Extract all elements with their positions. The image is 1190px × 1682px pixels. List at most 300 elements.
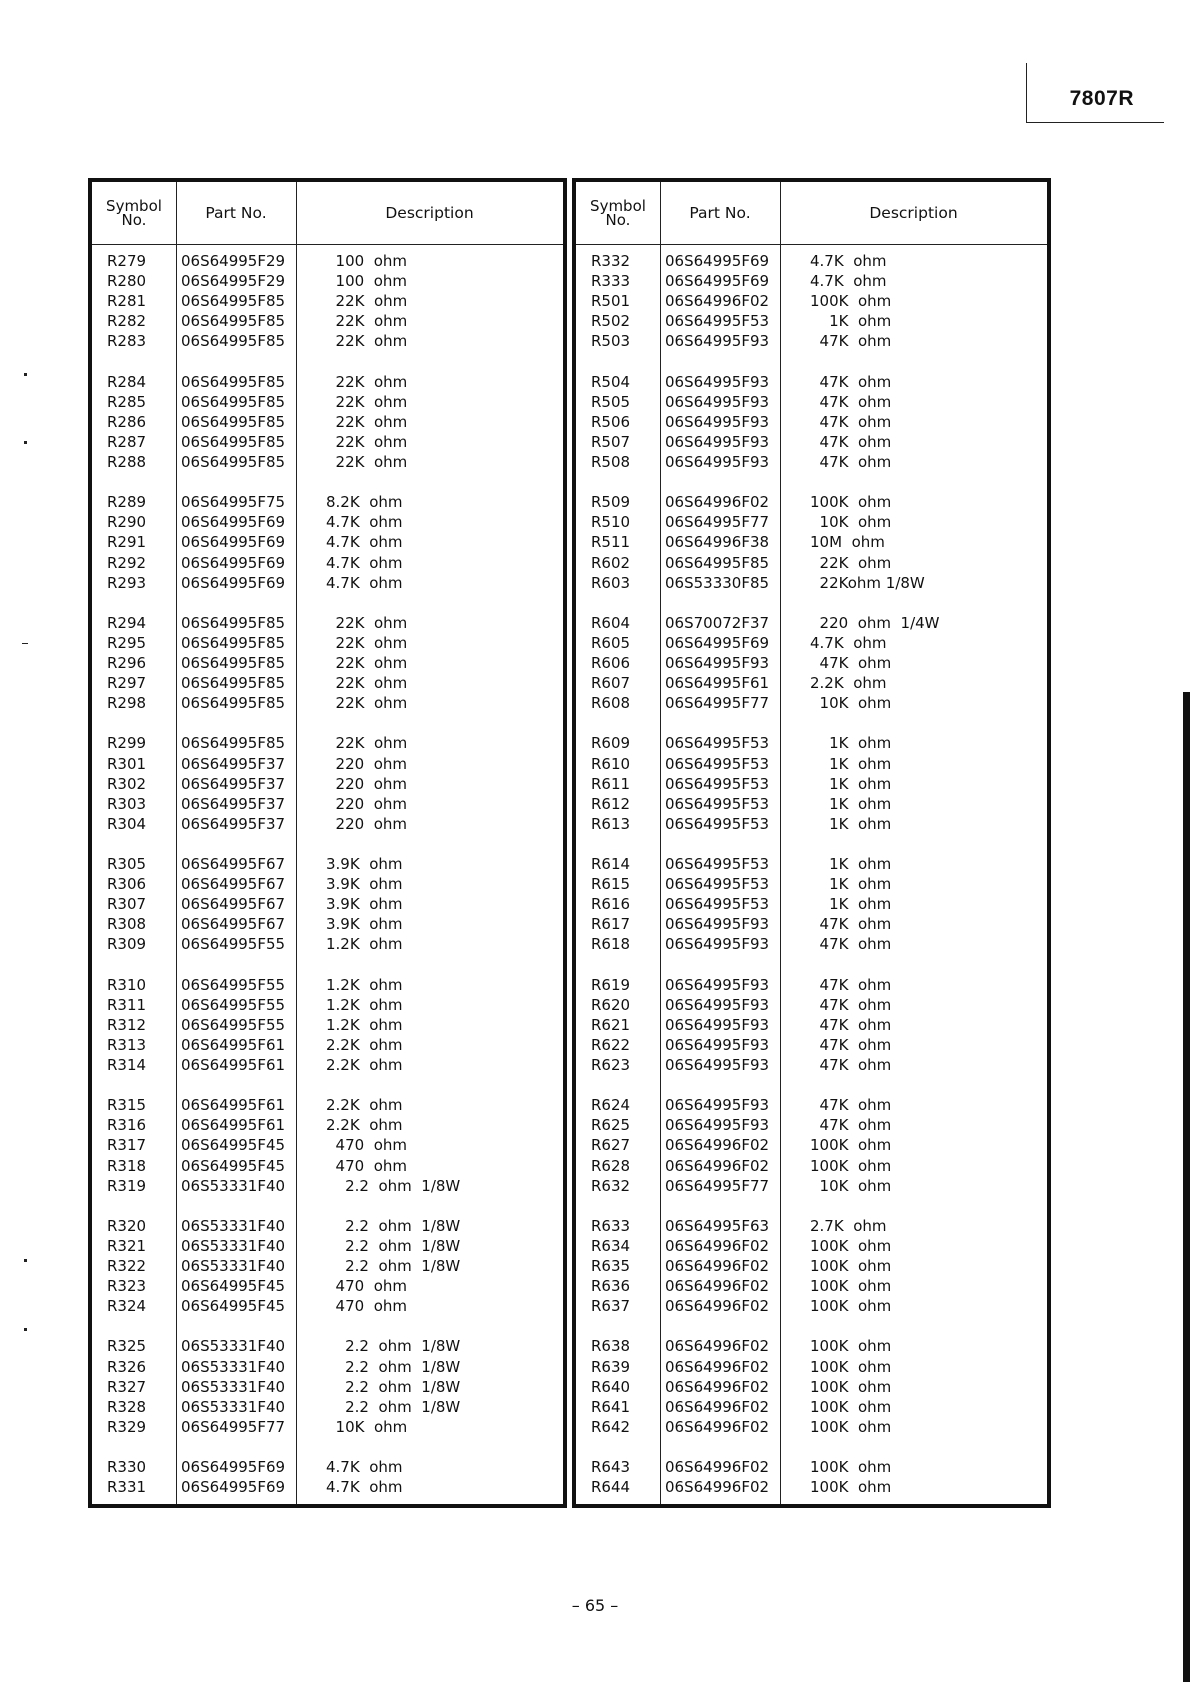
description-cell: 100K ohm bbox=[810, 1156, 892, 1175]
table-row bbox=[576, 1397, 1047, 1417]
symbol-no-cell: R633 bbox=[591, 1216, 631, 1235]
description-cell: 47K ohm bbox=[810, 654, 892, 672]
description-cell: 10K ohm bbox=[810, 513, 892, 532]
description-cell: 47K ohm bbox=[810, 372, 892, 391]
symbol-no-cell: R606 bbox=[591, 654, 631, 672]
table-row bbox=[92, 512, 563, 532]
description-cell: 2.2 ohm 1/8W bbox=[326, 1216, 461, 1235]
part-no-cell: 06S64996F02 bbox=[665, 493, 770, 512]
description-cell: 100K ohm bbox=[810, 292, 892, 311]
table-row bbox=[92, 754, 563, 774]
part-no-cell: 06S64995F85 bbox=[181, 633, 286, 652]
symbol-no-cell: R325 bbox=[107, 1337, 147, 1356]
header-divider bbox=[576, 244, 1047, 245]
symbol-no-cell: R308 bbox=[107, 915, 147, 934]
description-cell: 47K ohm bbox=[810, 392, 892, 411]
description-cell: 47K ohm bbox=[810, 453, 892, 471]
part-no-cell: 06S64995F75 bbox=[181, 493, 286, 512]
symbol-no-cell: R628 bbox=[591, 1156, 631, 1175]
part-no-cell: 06S64995F69 bbox=[181, 513, 286, 532]
part-no-cell: 06S64995F93 bbox=[665, 372, 770, 391]
description-cell: 47K ohm bbox=[810, 432, 892, 451]
symbol-no-cell: R327 bbox=[107, 1377, 147, 1396]
description-cell: 1.2K ohm bbox=[326, 1015, 403, 1034]
description-cell: 47K ohm bbox=[810, 995, 892, 1014]
symbol-no-cell: R623 bbox=[591, 1056, 631, 1074]
description-cell: 47K ohm bbox=[810, 915, 892, 934]
description-cell: 47K ohm bbox=[810, 1056, 892, 1074]
description-cell: 1K ohm bbox=[810, 774, 892, 793]
part-no-cell: 06S53331F40 bbox=[181, 1377, 286, 1396]
symbol-no-cell: R612 bbox=[591, 794, 631, 813]
symbol-no-cell: R305 bbox=[107, 855, 147, 873]
table-row bbox=[92, 995, 563, 1015]
part-no-cell: 06S64995F29 bbox=[181, 252, 286, 270]
symbol-no-cell: R638 bbox=[591, 1337, 631, 1356]
symbol-no-cell: R292 bbox=[107, 553, 147, 572]
table-row bbox=[92, 1115, 563, 1135]
symbol-no-cell: R321 bbox=[107, 1236, 147, 1255]
part-no-cell: 06S64995F93 bbox=[665, 1116, 770, 1135]
part-no-cell: 06S64995F77 bbox=[665, 694, 770, 713]
table-row bbox=[92, 452, 563, 472]
symbol-no-cell: R303 bbox=[107, 794, 147, 813]
scan-edge-bar bbox=[1183, 692, 1190, 1682]
table-row bbox=[92, 673, 563, 693]
part-no-cell: 06S64995F67 bbox=[181, 915, 286, 934]
table-row bbox=[92, 251, 563, 271]
description-cell: 100K ohm bbox=[810, 1478, 892, 1497]
description-cell: 470 ohm bbox=[326, 1277, 407, 1296]
symbol-no-cell: R320 bbox=[107, 1216, 147, 1235]
part-no-cell: 06S64995F69 bbox=[665, 272, 770, 291]
symbol-no-cell: R610 bbox=[591, 754, 631, 773]
description-cell: 47K ohm bbox=[810, 1096, 892, 1115]
symbol-no-cell: R625 bbox=[591, 1116, 631, 1135]
description-cell: 4.7K ohm bbox=[810, 252, 887, 270]
table-row bbox=[92, 311, 563, 331]
symbol-no-cell: R311 bbox=[107, 995, 147, 1014]
table-row bbox=[576, 291, 1047, 311]
part-no-cell: 06S53331F40 bbox=[181, 1357, 286, 1376]
symbol-no-cell: R643 bbox=[591, 1458, 631, 1476]
symbol-no-cell: R332 bbox=[591, 252, 631, 270]
table-row bbox=[576, 573, 1047, 593]
part-no-cell: 06S64996F02 bbox=[665, 1397, 770, 1416]
symbol-no-cell: R608 bbox=[591, 694, 631, 713]
symbol-no-cell: R291 bbox=[107, 533, 147, 552]
page-number: – 65 – bbox=[571, 1596, 619, 1615]
table-row bbox=[576, 975, 1047, 995]
table-row bbox=[92, 1477, 563, 1497]
description-cell: 4.7K ohm bbox=[326, 513, 403, 532]
description-cell: 1K ohm bbox=[810, 875, 892, 894]
part-no-cell: 06S64995F45 bbox=[181, 1277, 286, 1296]
symbol-no-cell: R280 bbox=[107, 272, 147, 291]
table-row bbox=[92, 1296, 563, 1316]
part-no-cell: 06S53331F40 bbox=[181, 1397, 286, 1416]
table-row bbox=[92, 432, 563, 452]
part-no-cell: 06S64995F69 bbox=[181, 573, 286, 592]
table-row bbox=[576, 673, 1047, 693]
part-no-cell: 06S64996F02 bbox=[665, 1458, 770, 1476]
description-cell: 100K ohm bbox=[810, 1136, 892, 1155]
symbol-no-cell: R642 bbox=[591, 1417, 631, 1436]
table-row bbox=[92, 1216, 563, 1236]
symbol-no-cell: R296 bbox=[107, 654, 147, 672]
description-cell: 22K ohm bbox=[326, 292, 408, 311]
symbol-no-cell: R504 bbox=[591, 372, 631, 391]
description-cell: 1K ohm bbox=[810, 312, 892, 331]
model-header-box bbox=[1026, 63, 1164, 123]
part-no-cell: 06S64995F93 bbox=[665, 453, 770, 471]
header-symbol-line1: Symbol bbox=[590, 197, 646, 215]
part-no-cell: 06S64995F93 bbox=[665, 915, 770, 934]
table-row bbox=[92, 854, 563, 874]
table-row bbox=[92, 331, 563, 351]
table-row bbox=[576, 1216, 1047, 1236]
part-no-cell: 06S64995F61 bbox=[665, 674, 770, 693]
part-no-cell: 06S64995F69 bbox=[181, 533, 286, 552]
symbol-no-cell: R314 bbox=[107, 1056, 147, 1074]
part-no-cell: 06S64995F93 bbox=[665, 412, 770, 431]
part-no-cell: 06S64996F02 bbox=[665, 1136, 770, 1155]
description-cell: 1K ohm bbox=[810, 734, 892, 753]
description-cell: 22K ohm bbox=[326, 734, 408, 753]
description-cell: 2.2 ohm 1/8W bbox=[326, 1257, 461, 1275]
description-cell: 1K ohm bbox=[810, 754, 892, 773]
table-row bbox=[92, 1377, 563, 1397]
table-row bbox=[576, 311, 1047, 331]
part-no-cell: 06S64995F63 bbox=[665, 1216, 770, 1235]
table-row bbox=[576, 914, 1047, 934]
description-cell: 100 ohm bbox=[326, 272, 407, 291]
symbol-no-cell: R615 bbox=[591, 875, 631, 894]
symbol-no-cell: R509 bbox=[591, 493, 631, 512]
symbol-no-cell: R299 bbox=[107, 734, 147, 753]
part-no-cell: 06S64995F69 bbox=[181, 1478, 286, 1497]
description-cell: 100 ohm bbox=[326, 252, 407, 270]
symbol-no-cell: R302 bbox=[107, 774, 147, 793]
description-cell: 2.2K ohm bbox=[326, 1096, 403, 1115]
table-row bbox=[92, 392, 563, 412]
table-row bbox=[576, 553, 1047, 573]
description-cell: 470 ohm bbox=[326, 1136, 407, 1155]
part-no-cell: 06S64995F85 bbox=[181, 332, 286, 351]
symbol-no-cell: R313 bbox=[107, 1035, 147, 1054]
table-row bbox=[576, 633, 1047, 653]
parts-table-right bbox=[572, 178, 1051, 1508]
part-no-cell: 06S64995F93 bbox=[665, 1035, 770, 1054]
part-no-cell: 06S53331F40 bbox=[181, 1236, 286, 1255]
table-row bbox=[92, 372, 563, 392]
symbol-no-cell: R306 bbox=[107, 875, 147, 894]
description-cell: 22K ohm bbox=[326, 694, 408, 713]
symbol-no-cell: R301 bbox=[107, 754, 147, 773]
part-no-cell: 06S53330F85 bbox=[665, 573, 770, 592]
description-cell: 47K ohm bbox=[810, 975, 892, 994]
symbol-no-cell: R285 bbox=[107, 392, 147, 411]
description-cell: 2.2 ohm 1/8W bbox=[326, 1236, 461, 1255]
symbol-no-cell: R502 bbox=[591, 312, 631, 331]
symbol-no-cell: R290 bbox=[107, 513, 147, 532]
table-row bbox=[92, 1457, 563, 1477]
table-row bbox=[576, 1015, 1047, 1035]
part-no-cell: 06S64995F85 bbox=[181, 654, 286, 672]
symbol-no-cell: R319 bbox=[107, 1176, 147, 1195]
description-cell: 47K ohm bbox=[810, 1035, 892, 1054]
description-cell: 22K ohm bbox=[326, 312, 408, 331]
part-no-cell: 06S64995F61 bbox=[181, 1116, 286, 1135]
description-cell: 10M ohm bbox=[810, 533, 885, 552]
part-no-cell: 06S64996F02 bbox=[665, 1236, 770, 1255]
description-cell: 22K ohm bbox=[810, 553, 892, 572]
table-row bbox=[92, 633, 563, 653]
part-no-cell: 06S64995F45 bbox=[181, 1297, 286, 1316]
table-row bbox=[92, 1336, 563, 1356]
part-no-cell: 06S64995F37 bbox=[181, 814, 286, 833]
symbol-no-cell: R501 bbox=[591, 292, 631, 311]
symbol-no-cell: R634 bbox=[591, 1236, 631, 1255]
table-row bbox=[92, 1176, 563, 1196]
scan-speck bbox=[24, 441, 27, 444]
table-row bbox=[576, 1457, 1047, 1477]
table-row bbox=[576, 392, 1047, 412]
symbol-no-cell: R322 bbox=[107, 1257, 147, 1275]
header-description: Description bbox=[385, 204, 474, 222]
description-cell: 22K ohm bbox=[326, 613, 408, 632]
symbol-no-cell: R607 bbox=[591, 674, 631, 693]
symbol-no-cell: R297 bbox=[107, 674, 147, 693]
description-cell: 22K ohm bbox=[326, 372, 408, 391]
table-row bbox=[92, 1236, 563, 1256]
description-cell: 100K ohm bbox=[810, 1337, 892, 1356]
part-no-cell: 06S64996F02 bbox=[665, 1478, 770, 1497]
part-no-cell: 06S64995F77 bbox=[181, 1417, 286, 1436]
description-cell: 220 ohm bbox=[326, 774, 407, 793]
table-row bbox=[92, 1055, 563, 1075]
table-row bbox=[92, 934, 563, 954]
symbol-no-cell: R329 bbox=[107, 1417, 147, 1436]
symbol-no-cell: R503 bbox=[591, 332, 631, 351]
part-no-cell: 06S64995F53 bbox=[665, 774, 770, 793]
table-row bbox=[92, 1035, 563, 1055]
symbol-no-cell: R616 bbox=[591, 895, 631, 914]
description-cell: 4.7K ohm bbox=[810, 633, 887, 652]
table-row bbox=[576, 1377, 1047, 1397]
symbol-no-cell: R635 bbox=[591, 1257, 631, 1275]
description-cell: 1K ohm bbox=[810, 814, 892, 833]
symbol-no-cell: R287 bbox=[107, 432, 147, 451]
part-no-cell: 06S64995F55 bbox=[181, 975, 286, 994]
part-no-cell: 06S64995F53 bbox=[665, 312, 770, 331]
description-cell: 100K ohm bbox=[810, 1257, 892, 1275]
part-no-cell: 06S64995F93 bbox=[665, 935, 770, 954]
symbol-no-cell: R505 bbox=[591, 392, 631, 411]
scan-speck bbox=[24, 1328, 27, 1331]
part-no-cell: 06S64995F85 bbox=[181, 734, 286, 753]
symbol-no-cell: R331 bbox=[107, 1478, 147, 1497]
table-row bbox=[576, 512, 1047, 532]
description-cell: 2.2K ohm bbox=[326, 1116, 403, 1135]
symbol-no-cell: R618 bbox=[591, 935, 631, 954]
description-cell: 2.2K ohm bbox=[326, 1056, 403, 1074]
description-cell: 1.2K ohm bbox=[326, 995, 403, 1014]
part-no-cell: 06S64995F55 bbox=[181, 1015, 286, 1034]
part-no-cell: 06S64995F85 bbox=[181, 613, 286, 632]
symbol-no-cell: R295 bbox=[107, 633, 147, 652]
description-cell: 47K ohm bbox=[810, 412, 892, 431]
table-row bbox=[576, 653, 1047, 673]
table-row bbox=[92, 1156, 563, 1176]
header-symbol-no bbox=[576, 182, 660, 244]
description-cell: 22K ohm bbox=[326, 633, 408, 652]
symbol-no-cell: R604 bbox=[591, 613, 631, 632]
part-no-cell: 06S64995F69 bbox=[665, 252, 770, 270]
table-row bbox=[576, 1055, 1047, 1075]
table-row bbox=[576, 1135, 1047, 1155]
table-row bbox=[576, 733, 1047, 753]
symbol-no-cell: R603 bbox=[591, 573, 631, 592]
part-no-cell: 06S53331F40 bbox=[181, 1337, 286, 1356]
description-cell: 2.2 ohm 1/8W bbox=[326, 1377, 461, 1396]
description-cell: 4.7K ohm bbox=[326, 533, 403, 552]
description-cell: 47K ohm bbox=[810, 1116, 892, 1135]
part-no-cell: 06S64995F45 bbox=[181, 1136, 286, 1155]
symbol-no-cell: R316 bbox=[107, 1116, 147, 1135]
description-cell: 2.2 ohm 1/8W bbox=[326, 1397, 461, 1416]
symbol-no-cell: R324 bbox=[107, 1297, 147, 1316]
scan-speck bbox=[22, 643, 28, 644]
part-no-cell: 06S64995F85 bbox=[181, 674, 286, 693]
symbol-no-cell: R283 bbox=[107, 332, 147, 351]
symbol-no-cell: R620 bbox=[591, 995, 631, 1014]
description-cell: 2.7K ohm bbox=[810, 1216, 887, 1235]
description-cell: 10K ohm bbox=[326, 1417, 408, 1436]
table-row bbox=[92, 1135, 563, 1155]
table-row bbox=[576, 251, 1047, 271]
part-no-cell: 06S64995F61 bbox=[181, 1035, 286, 1054]
description-cell: 100K ohm bbox=[810, 1458, 892, 1476]
part-no-cell: 06S64995F37 bbox=[181, 754, 286, 773]
part-no-cell: 06S64995F93 bbox=[665, 332, 770, 351]
part-no-cell: 06S64995F61 bbox=[181, 1096, 286, 1115]
description-cell: 1.2K ohm bbox=[326, 935, 403, 954]
description-cell: 10K ohm bbox=[810, 694, 892, 713]
symbol-no-cell: R627 bbox=[591, 1136, 631, 1155]
part-no-cell: 06S53331F40 bbox=[181, 1257, 286, 1275]
description-cell: 10K ohm bbox=[810, 1176, 892, 1195]
header-symbol-no bbox=[92, 182, 176, 244]
description-cell: 100K ohm bbox=[810, 1277, 892, 1296]
header-part-no: Part No. bbox=[205, 204, 267, 222]
table-row bbox=[576, 1035, 1047, 1055]
symbol-no-cell: R506 bbox=[591, 412, 631, 431]
table-row bbox=[576, 1276, 1047, 1296]
symbol-no-cell: R312 bbox=[107, 1015, 147, 1034]
part-no-cell: 06S64995F53 bbox=[665, 754, 770, 773]
table-row bbox=[576, 874, 1047, 894]
table-row bbox=[92, 532, 563, 552]
symbol-no-cell: R508 bbox=[591, 453, 631, 471]
table-row bbox=[576, 1417, 1047, 1437]
part-no-cell: 06S64996F02 bbox=[665, 1297, 770, 1316]
table-row bbox=[92, 1095, 563, 1115]
symbol-no-cell: R511 bbox=[591, 533, 631, 552]
symbol-no-cell: R318 bbox=[107, 1156, 147, 1175]
parts-table-left bbox=[88, 178, 567, 1508]
symbol-no-cell: R333 bbox=[591, 272, 631, 291]
symbol-no-cell: R617 bbox=[591, 915, 631, 934]
description-cell: 4.7K ohm bbox=[326, 553, 403, 572]
part-no-cell: 06S64996F38 bbox=[665, 533, 770, 552]
description-cell: 220 ohm 1/4W bbox=[810, 613, 940, 632]
part-no-cell: 06S64996F02 bbox=[665, 1257, 770, 1275]
table-row bbox=[92, 774, 563, 794]
symbol-no-cell: R510 bbox=[591, 513, 631, 532]
description-cell: 3.9K ohm bbox=[326, 855, 403, 873]
table-row bbox=[576, 1477, 1047, 1497]
symbol-no-cell: R288 bbox=[107, 453, 147, 471]
table-row bbox=[92, 794, 563, 814]
table-row bbox=[92, 653, 563, 673]
symbol-no-cell: R289 bbox=[107, 493, 147, 512]
part-no-cell: 06S64995F93 bbox=[665, 975, 770, 994]
table-row bbox=[92, 975, 563, 995]
part-no-cell: 06S64996F02 bbox=[665, 1156, 770, 1175]
part-no-cell: 06S64995F85 bbox=[181, 372, 286, 391]
description-cell: 2.2K ohm bbox=[810, 674, 887, 693]
scan-speck bbox=[24, 1259, 27, 1262]
table-row bbox=[576, 794, 1047, 814]
table-row bbox=[576, 452, 1047, 472]
part-no-cell: 06S64995F53 bbox=[665, 855, 770, 873]
header-symbol-line2: No. bbox=[121, 211, 147, 229]
part-no-cell: 06S64995F45 bbox=[181, 1156, 286, 1175]
part-no-cell: 06S64995F93 bbox=[665, 1015, 770, 1034]
table-row bbox=[576, 854, 1047, 874]
table-row bbox=[92, 693, 563, 713]
table-row bbox=[92, 1357, 563, 1377]
symbol-no-cell: R644 bbox=[591, 1478, 631, 1497]
part-no-cell: 06S64995F93 bbox=[665, 1056, 770, 1074]
table-row bbox=[576, 1176, 1047, 1196]
symbol-no-cell: R507 bbox=[591, 432, 631, 451]
part-no-cell: 06S64995F67 bbox=[181, 855, 286, 873]
symbol-no-cell: R317 bbox=[107, 1136, 147, 1155]
description-cell: 22K ohm bbox=[326, 674, 408, 693]
part-no-cell: 06S64996F02 bbox=[665, 1377, 770, 1396]
symbol-no-cell: R304 bbox=[107, 814, 147, 833]
part-no-cell: 06S64995F61 bbox=[181, 1056, 286, 1074]
part-no-cell: 06S64995F85 bbox=[181, 312, 286, 331]
part-no-cell: 06S64996F02 bbox=[665, 1417, 770, 1436]
table-row bbox=[576, 1156, 1047, 1176]
header-symbol-line1: Symbol bbox=[106, 197, 162, 215]
description-cell: 22K ohm bbox=[326, 432, 408, 451]
table-row bbox=[576, 934, 1047, 954]
part-no-cell: 06S64996F02 bbox=[665, 292, 770, 311]
description-cell: 470 ohm bbox=[326, 1297, 407, 1316]
symbol-no-cell: R326 bbox=[107, 1357, 147, 1376]
symbol-no-cell: R284 bbox=[107, 372, 147, 391]
scan-speck bbox=[24, 373, 27, 376]
description-cell: 2.2 ohm 1/8W bbox=[326, 1357, 461, 1376]
description-cell: 470 ohm bbox=[326, 1156, 407, 1175]
symbol-no-cell: R614 bbox=[591, 855, 631, 873]
part-no-cell: 06S64995F85 bbox=[665, 553, 770, 572]
symbol-no-cell: R622 bbox=[591, 1035, 631, 1054]
